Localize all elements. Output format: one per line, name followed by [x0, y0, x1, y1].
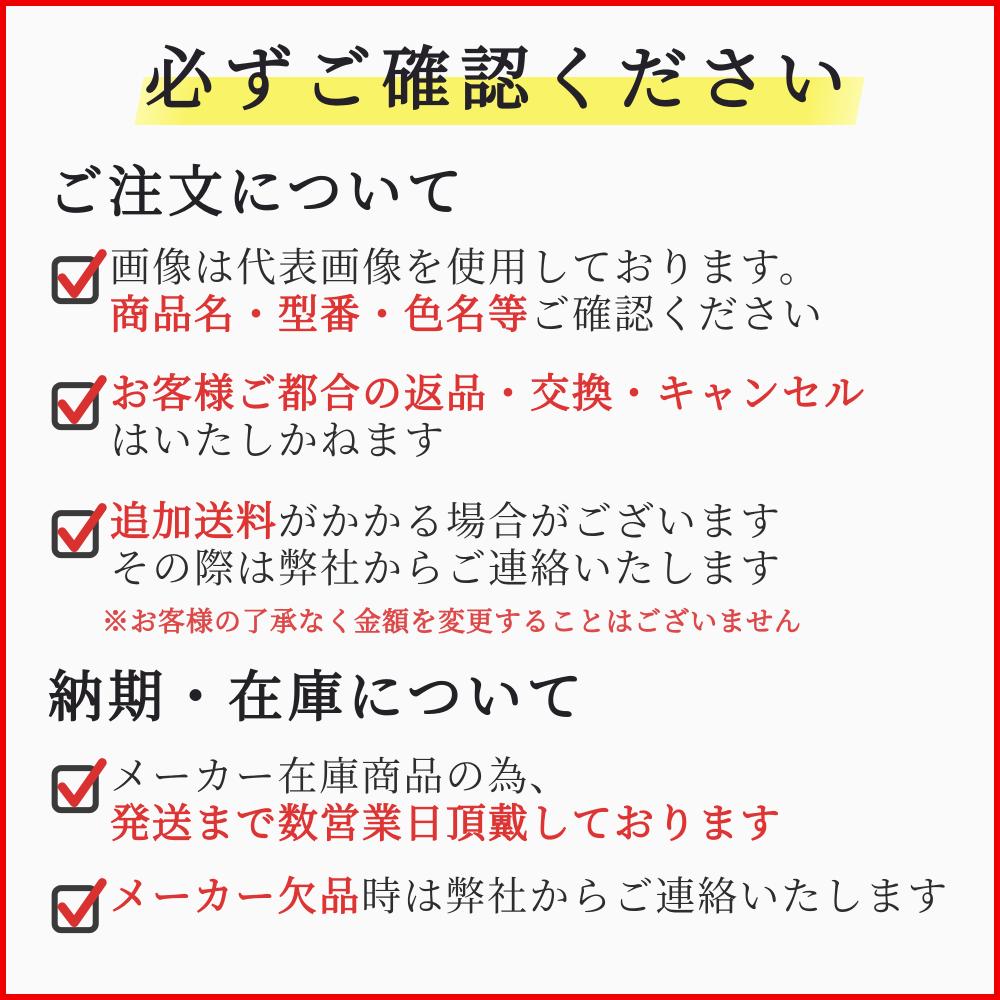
page-title-text: 必ずご確認ください [144, 42, 856, 118]
checkbox-checked-icon [50, 500, 106, 558]
notice-content [6, 163, 994, 933]
item-note: ※お客様の了承なく金額を変更することはございません [102, 606, 802, 637]
section-heading-order: ご注文について [48, 162, 467, 223]
item-text [110, 873, 964, 920]
notice-item-no-returns [48, 370, 964, 464]
item-text [110, 753, 964, 847]
item-text [110, 370, 964, 464]
notice-item-representative-image [48, 244, 964, 338]
notice-item-maker-shortage [48, 873, 964, 933]
checkbox-checked-icon [50, 875, 106, 933]
item-text [102, 498, 964, 638]
notice-item-extra-shipping [48, 498, 964, 638]
item-line: はいたしかねます [110, 418, 446, 464]
checkbox-checked-icon [50, 372, 106, 430]
item-line: 画像は代表画像を使用しております。 [110, 244, 821, 290]
item-line: がかかる場合がございます [278, 499, 782, 545]
item-line-emphasis: メーカー欠品 [110, 874, 362, 920]
item-line-emphasis: お客様ご都合の返品・交換・キャンセル [110, 370, 866, 416]
item-line-emphasis: 発送まで数営業日頂戴しております [110, 801, 782, 847]
item-line-emphasis: 追加送料 [110, 499, 278, 545]
page-title [144, 42, 856, 118]
item-line: メーカー在庫商品の為、 [110, 753, 572, 799]
item-line: 時は弊社からご連絡いたします [361, 874, 950, 920]
checkbox-checked-icon [50, 246, 106, 304]
item-line: ご確認ください [530, 291, 824, 337]
notice-item-maker-stock [48, 753, 964, 847]
checkbox-checked-icon [50, 755, 106, 813]
item-line: その際は弊社からご連絡いたします [110, 546, 782, 592]
item-line-emphasis: 商品名・型番・色名等 [110, 291, 530, 337]
item-text [110, 244, 964, 338]
section-heading-stock: 納期・在庫について [48, 667, 587, 729]
